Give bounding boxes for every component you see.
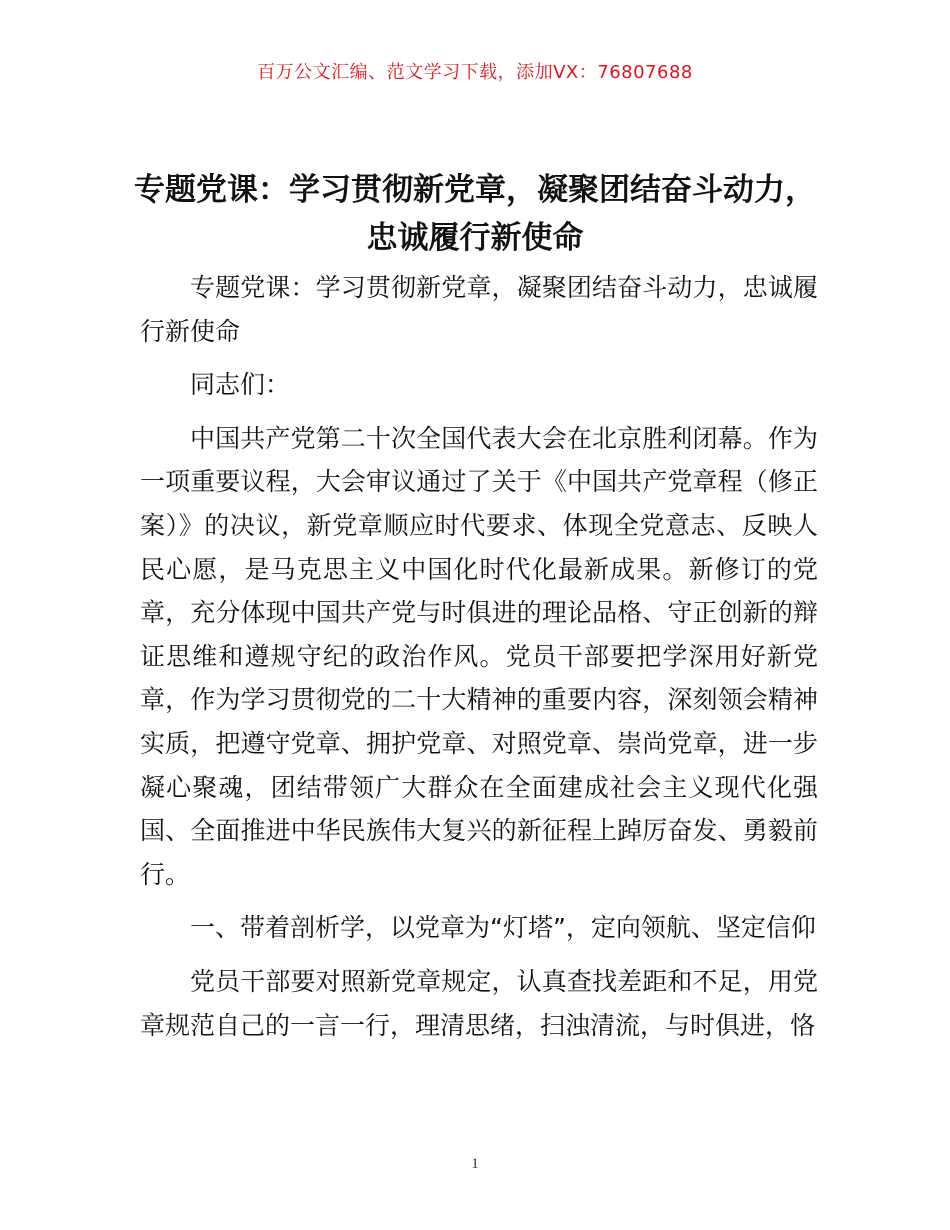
paragraph-intro: 中国共产党第二十次全国代表大会在北京胜利闭幕。作为一项重要议程，大会审议通过了关于《中国共产党章程（修正案）》的决议，新党章顺应时代要求、体现全党意志、反映人民心愿，是马克思主义中国化时代化最新成果。新修订的党章，充分体现中国共产党与时俱进的理论品格、守正创新的辩证思维和遵规守纪的政治作风。党员干部要把学深用好新党章，作为学习贯彻党的二十大精神的重要内容，深刻领会精神实质，把遵守党章、拥护党章、对照党章、崇尚党章，进一步凝心聚魂，团结带领广大群众在全面建成社会主义现代化强国、全面推进中华民族伟大复兴的新征程上踔厉奋发、勇毅前行。 xyxy=(140,423,818,889)
header-note: 百万公文汇编、范文学习下载，添加VX：76807688 xyxy=(257,62,693,83)
page-number: 1 xyxy=(471,1156,479,1172)
document-title: 专题党课：学习贯彻新党章，凝聚团结奋斗动力，忠诚履行新使命 xyxy=(134,172,816,256)
document-body xyxy=(140,266,818,1057)
section-heading-1: 一、带着剖析学，以党章为“灯塔”，定向领航、坚定信仰 xyxy=(190,913,816,943)
paragraph-subtitle: 专题党课：学习贯彻新党章，凝聚团结奋斗动力，忠诚履行新使命 xyxy=(140,273,818,346)
paragraph-salutation: 同志们： xyxy=(190,370,291,400)
paragraph-section-1: 党员干部要对照新党章规定，认真查找差距和不足，用党章规范自己的一言一行，理清思绪，扫浊清流，与时俱进，恪 xyxy=(140,966,818,1040)
